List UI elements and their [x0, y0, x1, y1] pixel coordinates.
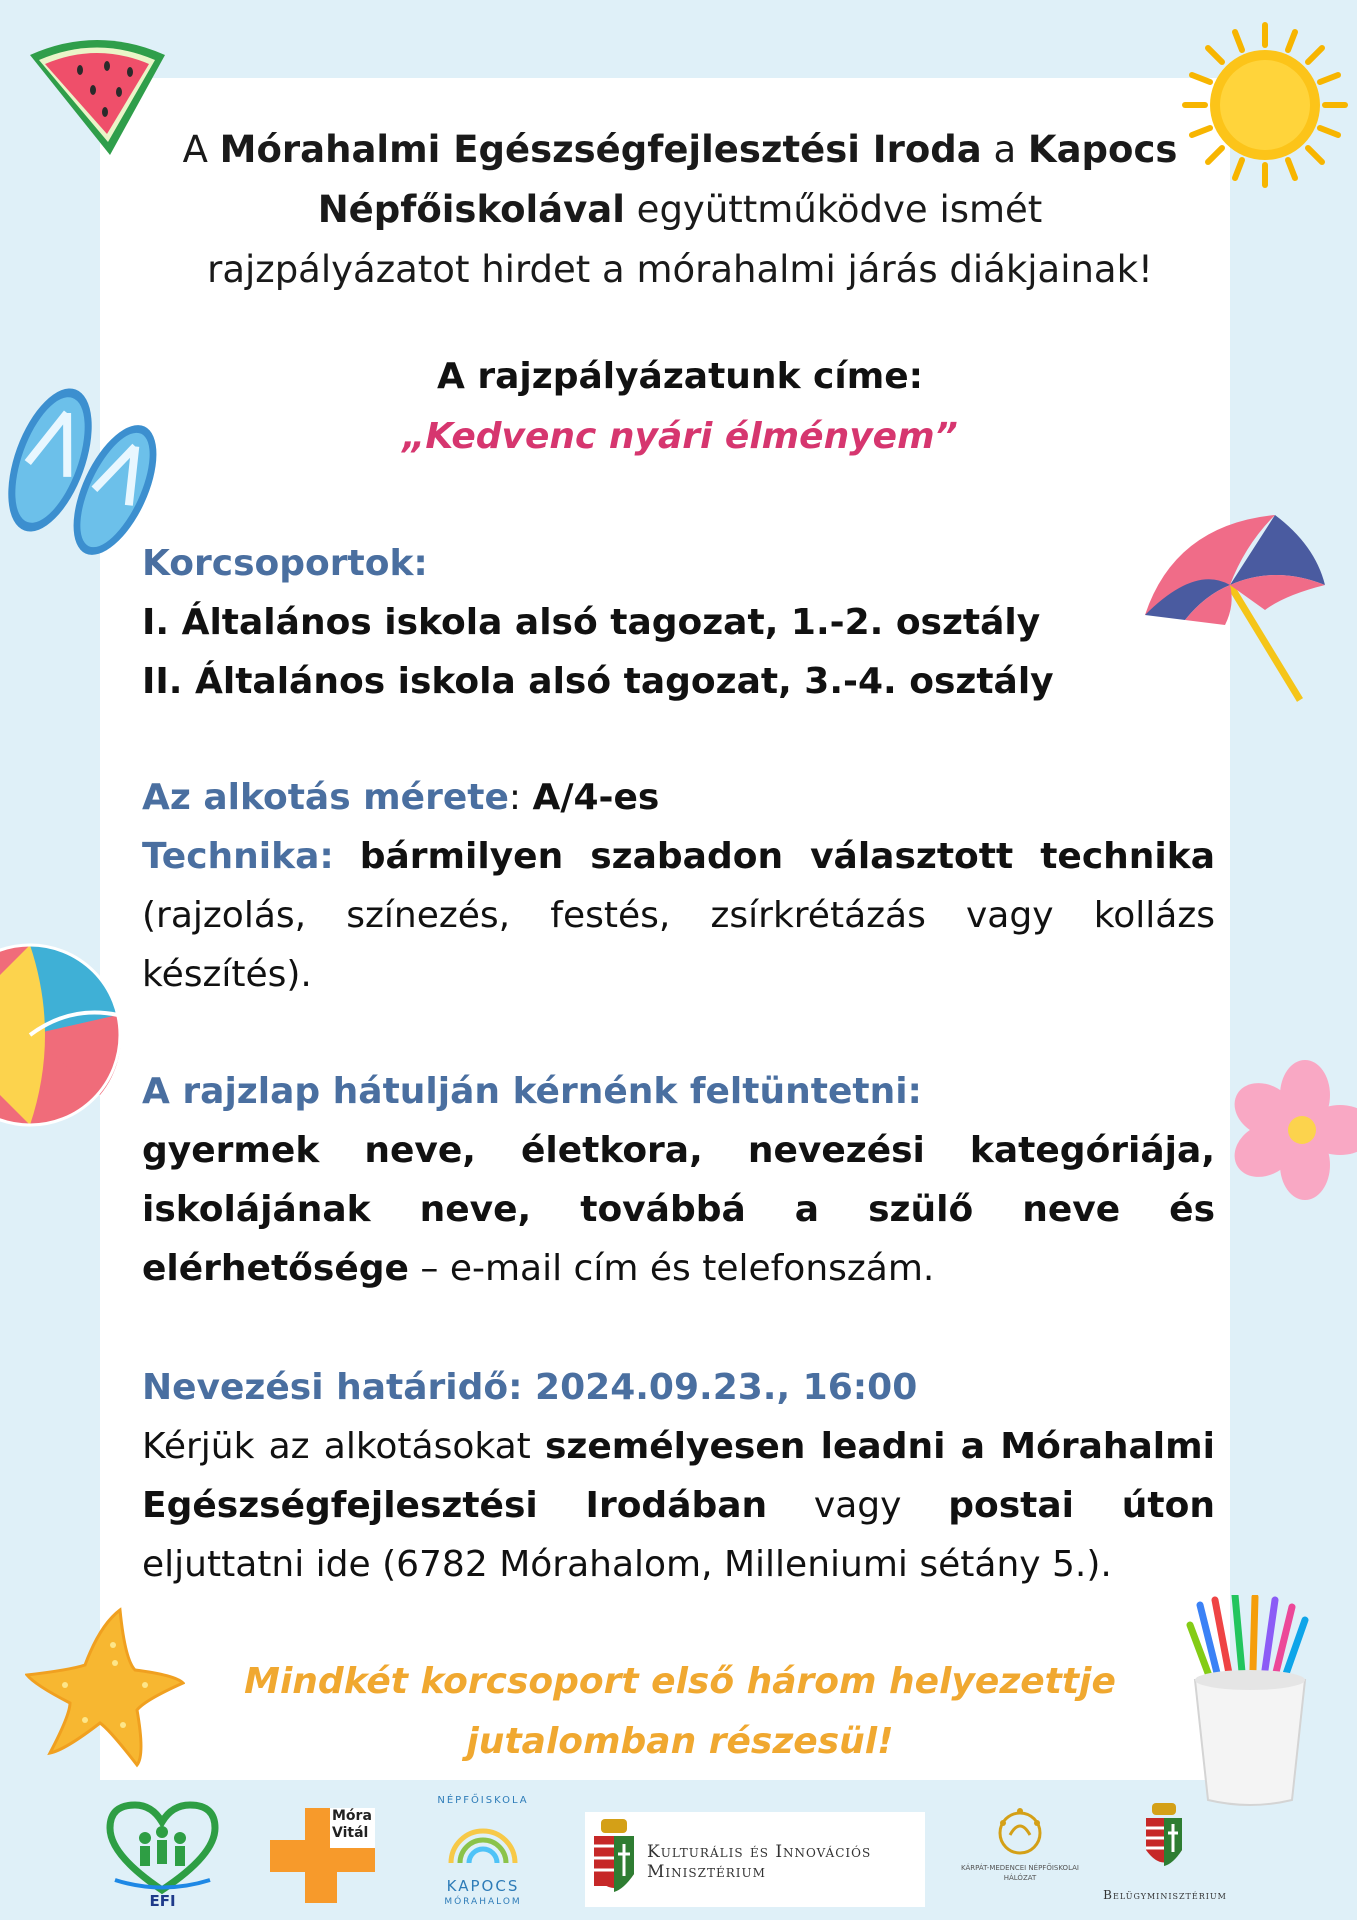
- flip-flops-icon: [0, 380, 160, 560]
- contest-title-label: A rajzpályázatunk címe:: [436, 356, 924, 397]
- beach-ball-icon: [0, 935, 125, 1135]
- kapocs-town: MÓRAHALOM: [444, 1897, 522, 1907]
- mora-label: Móra: [332, 1808, 372, 1824]
- intro-text: együttműködve ismét: [624, 188, 1043, 231]
- intro-paragraph: [180, 120, 1180, 300]
- ministry-culture-line: Kulturális és Innovációs: [647, 1842, 872, 1862]
- intro-text: A: [182, 128, 220, 171]
- ministry-culture-name: [647, 1842, 871, 1882]
- technique-paragraph: [142, 827, 1215, 1004]
- kapocs-logo: [428, 1795, 538, 1915]
- ministry-culture-line: Minisztérium: [647, 1862, 766, 1882]
- intro-text: rajzpályázatot hirdet a mórahalmi járás diákjainak!: [207, 248, 1153, 291]
- size-line: [142, 768, 1215, 827]
- back-info-section: [142, 1062, 1215, 1298]
- ministry-interior-logo: [1085, 1800, 1245, 1915]
- prize-line: jutalomban részesül!: [466, 1721, 894, 1762]
- vital-label: Vitál: [332, 1825, 369, 1841]
- deadline-delivery-personal: személyesen leadni a Mórahalmi Egészségfejlesztési Irodában: [142, 1426, 1215, 1526]
- intro-text: a: [981, 128, 1028, 171]
- deadline-heading: Nevezési határidő: 2024.09.23., 16:00: [142, 1367, 918, 1408]
- contest-title: „Kedvenc nyári élményem”: [402, 416, 958, 457]
- back-info-required: gyermek neve, életkora, nevezési kategóriája, iskolájának neve, továbbá a szülő neve és elérhetősége: [142, 1130, 1215, 1289]
- rainbow-icon: [446, 1813, 520, 1868]
- age-group-item: II. Általános iskola alsó tagozat, 3.-4. osztály: [142, 661, 1054, 702]
- prize-line: Mindkét korcsoport első három helyezettje: [244, 1661, 1116, 1702]
- size-value: A/4-es: [532, 777, 660, 818]
- age-group-item: I. Általános iskola alsó tagozat, 1.-2. osztály: [142, 602, 1041, 643]
- technique-value: bármilyen szabadon választott technika: [359, 836, 1215, 877]
- flower-icon: [1230, 1060, 1357, 1200]
- kapocs-arc-text: NÉPFŐISKOLA: [437, 1795, 529, 1806]
- mora-vital-label: [332, 1808, 372, 1842]
- coat-of-arms-icon: [589, 1814, 639, 1904]
- ministry-culture-logo: [585, 1812, 925, 1907]
- efi-label: EFI: [149, 1892, 176, 1910]
- network-icon: [995, 1805, 1045, 1860]
- kapocs-name: KAPOCS: [446, 1877, 520, 1895]
- back-info-heading: A rajzlap hátulján kérnénk feltüntetni:: [142, 1071, 922, 1112]
- karpat-network-logo: [960, 1805, 1080, 1905]
- size-label: Az alkotás mérete: [142, 777, 509, 818]
- efi-logo: [100, 1800, 225, 1915]
- deadline-section: [142, 1358, 1215, 1594]
- coat-of-arms-icon: [1142, 1800, 1186, 1875]
- deadline-text: Kérjük az alkotásokat: [142, 1426, 545, 1467]
- back-info-contact: – e-mail cím és telefonszám.: [408, 1248, 935, 1289]
- back-info-paragraph: [142, 1121, 1215, 1298]
- technique-label: Technika:: [142, 836, 334, 877]
- age-groups-heading: Korcsoportok:: [142, 543, 428, 584]
- deadline-delivery-post: postai úton: [948, 1485, 1215, 1526]
- age-groups-section: [142, 534, 1215, 711]
- deadline-address: eljuttatni ide (6782 Mórahalom, Milleniumi sétány 5.).: [142, 1544, 1112, 1585]
- organizer-name: Mórahalmi Egészségfejlesztési Iroda: [219, 128, 982, 171]
- ministry-interior-name: Belügyminisztérium: [1103, 1888, 1227, 1902]
- prize-note: [180, 1652, 1180, 1772]
- starfish-icon: [25, 1605, 185, 1770]
- karpat-label: KÁRPÁT-MEDENCEI NÉPFŐISKOLAI HÁLÓZAT: [961, 1864, 1079, 1882]
- deadline-text: vagy: [767, 1485, 949, 1526]
- partner-name: Népfőiskolával: [317, 188, 625, 231]
- size-technique-section: [142, 768, 1215, 1004]
- deadline-paragraph: [142, 1417, 1215, 1594]
- watermelon-icon: [25, 30, 170, 160]
- sponsor-logos: [0, 1790, 1357, 1920]
- technique-detail: (rajzolás, színezés, festés, zsírkrétázás vagy kollázs készítés).: [142, 895, 1215, 995]
- heart-logo-icon: [100, 1800, 225, 1895]
- partner-name: Kapocs: [1027, 128, 1178, 171]
- sun-icon: [1180, 20, 1350, 190]
- pencil-cup-icon: [1180, 1595, 1320, 1810]
- size-colon: :: [508, 777, 533, 818]
- mora-vital-logo: [270, 1808, 375, 1903]
